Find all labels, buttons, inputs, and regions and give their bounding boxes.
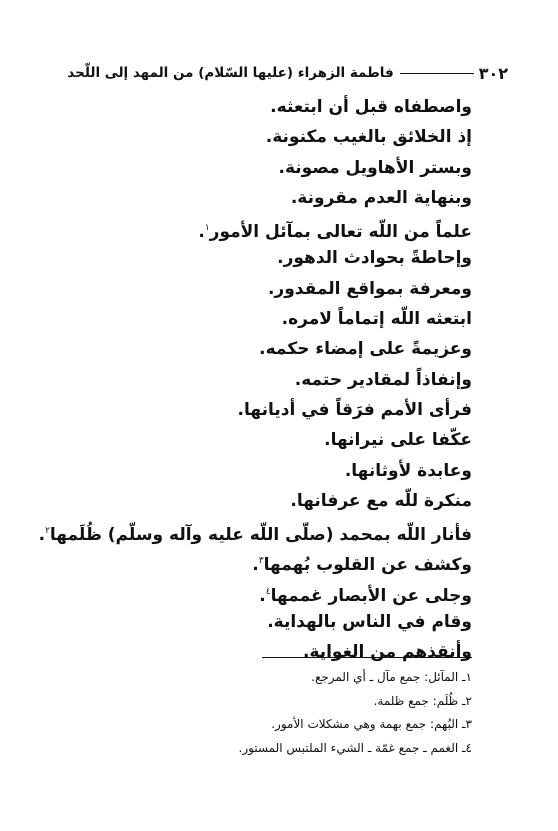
line-end-punctuation: . bbox=[38, 525, 46, 546]
text-line bbox=[72, 365, 472, 395]
footnote-marker: ١ bbox=[204, 223, 210, 234]
footnote-marker: ٢ bbox=[45, 526, 50, 537]
footnote: ٤ـ الغمم ـ جمع غمّة ـ الشيء الملتبس المستور. bbox=[238, 740, 472, 755]
line-text: ابتعثه اللّه إتماماً لامره. bbox=[281, 309, 472, 330]
text-line bbox=[72, 577, 472, 607]
text-line bbox=[72, 213, 472, 243]
line-text: وأنقذهم من الغواية. bbox=[302, 642, 472, 663]
text-line bbox=[72, 607, 472, 637]
text-line bbox=[72, 274, 472, 304]
footnotes bbox=[72, 666, 472, 760]
footnote-marker: ٤ bbox=[265, 586, 271, 597]
text-line bbox=[72, 637, 472, 667]
line-text: وجلى عن الأبصار غممها bbox=[270, 585, 472, 606]
header-rule bbox=[400, 73, 474, 74]
text-line bbox=[72, 395, 472, 425]
text-line bbox=[72, 486, 472, 516]
footnote: ٣ـ البُهم: جمع بهمة وهي مشكلات الأمور. bbox=[271, 717, 472, 731]
footnote: ١ـ المآئل: جمع مآل ـ أي المرجع. bbox=[311, 670, 472, 684]
text-line bbox=[38, 516, 472, 546]
book-title: فاطمة الزهراء (عليها السّلام) من المهد إلى اللّحد bbox=[67, 65, 394, 81]
line-text: وإنفاذاً لمقادير حتمه. bbox=[294, 369, 472, 390]
line-text: وإحاطةً بحوادث الدهور. bbox=[277, 248, 472, 269]
line-text: وبستر الأهاويل مصونة. bbox=[278, 157, 472, 178]
text-line bbox=[72, 243, 472, 273]
text-line bbox=[72, 546, 472, 576]
text-line bbox=[72, 334, 472, 364]
footnote-separator bbox=[262, 657, 472, 658]
text-line bbox=[72, 425, 472, 455]
line-end-punctuation: . bbox=[198, 222, 205, 243]
text-line bbox=[72, 92, 472, 122]
text-line bbox=[72, 122, 472, 152]
line-text: واصطفاه قبل أن ابتعثه. bbox=[270, 97, 472, 117]
line-end-punctuation: . bbox=[252, 555, 259, 576]
text-line bbox=[72, 456, 472, 486]
line-text: وكشف عن القلوب بُهمها bbox=[263, 555, 472, 576]
line-text: علماً من اللّه تعالى بمآئل الأمور bbox=[209, 222, 472, 243]
line-text: وعزيمةً على إمضاء حكمه. bbox=[259, 339, 472, 360]
text-line bbox=[72, 153, 472, 183]
line-text: ومعرفة بمواقع المقدور. bbox=[267, 278, 472, 299]
line-text: وعابدة لأوثانها. bbox=[344, 460, 472, 481]
running-header bbox=[58, 62, 508, 84]
line-text: وقام في الناس بالهداية. bbox=[267, 612, 472, 633]
line-text: فرأى الأمم فرَقاً في أديانها. bbox=[237, 399, 472, 420]
line-text: عكّفا على نيرانها. bbox=[324, 430, 472, 451]
line-text: وبنهاية العدم مقرونة. bbox=[290, 187, 472, 208]
line-text: إذ الخلائق بالغيب مكنونة. bbox=[265, 127, 472, 148]
footnote-marker: ٣ bbox=[258, 556, 264, 567]
text-line bbox=[72, 183, 472, 213]
line-text: منكرة للّه مع عرفانها. bbox=[290, 490, 472, 511]
sermon-text bbox=[38, 92, 472, 668]
footnote: ٢ـ ظُلَم: جمع ظلمة. bbox=[373, 693, 472, 708]
page-number: ٣٠٢ bbox=[478, 63, 508, 83]
text-line bbox=[72, 304, 472, 334]
line-end-punctuation: . bbox=[259, 585, 266, 606]
line-text: فأنار اللّه بمحمد (صلّى اللّه عليه وآله وسلّم) ظُلَمها bbox=[49, 525, 472, 546]
